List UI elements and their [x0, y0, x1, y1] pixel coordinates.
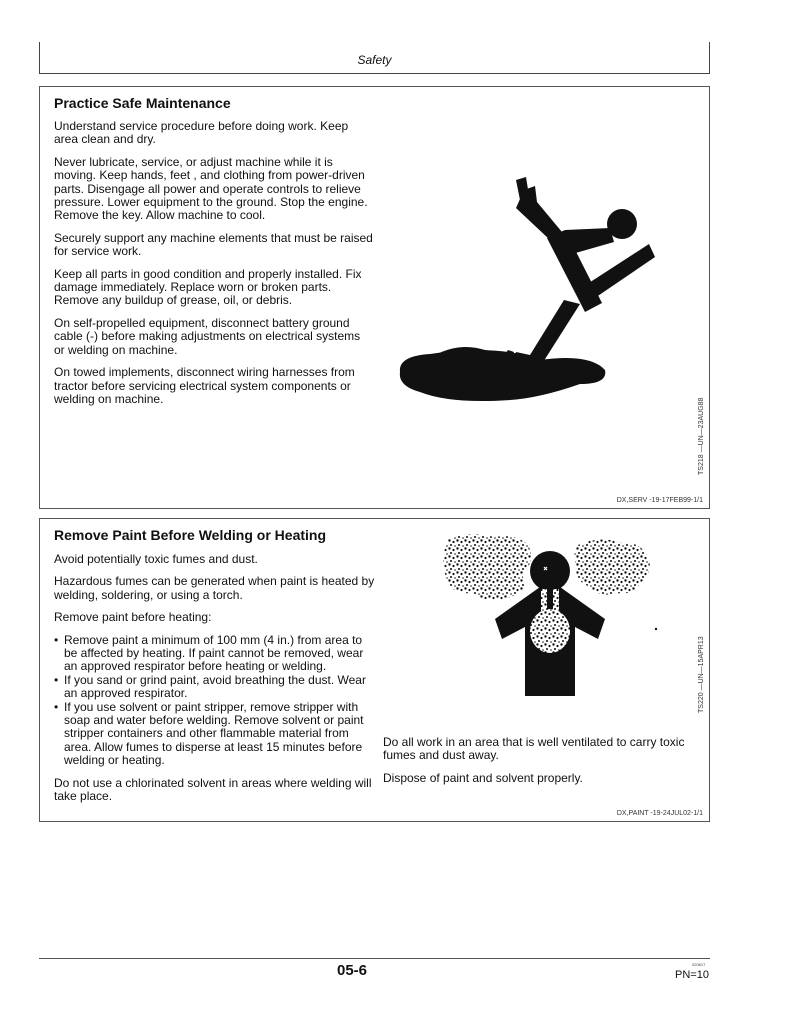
- section-safe-maintenance: [39, 86, 710, 509]
- section-code: DX,SERV -19-17FEB99-1/1: [616, 497, 703, 504]
- section-code: DX,PAINT -19-24JUL02-1/1: [616, 810, 703, 817]
- toxic-fumes-illustration: [440, 531, 660, 701]
- bullet-item: • Remove paint a minimum of 100 mm (4 in.) from area to be affected by heating. If paint cannot be removed, wear an approved respirator before heating or welding.: [54, 634, 376, 674]
- paragraph: Avoid potentially toxic fumes and dust.: [54, 552, 258, 566]
- page-header: [39, 42, 710, 74]
- bullet-list: [54, 634, 376, 768]
- bullet-item: • If you sand or grind paint, avoid breathing the dust. Wear an approved respirator.: [54, 674, 376, 701]
- section-body-right: [383, 736, 701, 794]
- paragraph: Securely support any machine elements that must be raised for service work.: [54, 230, 373, 259]
- section-title: Practice Safe Maintenance: [54, 95, 231, 111]
- page-number: 05-6: [337, 962, 368, 979]
- footer-small-code: 020817: [692, 962, 706, 967]
- paragraph: On self-propelled equipment, disconnect battery ground cable (-) before making adjustments on electrical systems or welding on machine.: [54, 315, 361, 357]
- bullet-item: • If you use solvent or paint stripper, remove stripper with soap and water before welding. Remove solvent or paint stripper containers and other flammable material from area. Allow fumes to disperse at least 15 minutes before welding or heating.: [54, 701, 376, 768]
- figure-reference: TS220 —UN—15APR13: [698, 636, 705, 713]
- slipping-person-illustration: [390, 172, 670, 427]
- paragraph: Never lubricate, service, or adjust machine while it is moving. Keep hands, feet , and clothing from power-driven parts. Disengage all power and operate controls to relieve pressure. Lower equipment to the ground. Stop the engine. Remove the key. Allow machine to cool.: [54, 154, 368, 223]
- section-body-left: [54, 553, 376, 813]
- paragraph: Dispose of paint and solvent properly.: [383, 770, 583, 785]
- paragraph: Keep all parts in good condition and properly installed. Fix damage immediately. Replace worn or broken parts. Remove any buildup of grease, oil, or debris.: [54, 266, 362, 308]
- pn-label: PN=10: [675, 969, 709, 981]
- paragraph: On towed implements, disconnect wiring harnesses from tractor before servicing electrical system components or welding on machine.: [54, 365, 355, 406]
- section-remove-paint: [39, 518, 710, 822]
- paragraph: Understand service procedure before doing work. Keep area clean and dry.: [54, 119, 349, 147]
- paragraph: Hazardous fumes can be generated when paint is heated by welding, soldering, or using a torch.: [54, 574, 375, 602]
- paragraph: Remove paint before heating:: [54, 610, 212, 625]
- header-title: Safety: [357, 53, 392, 67]
- section-title: Remove Paint Before Welding or Heating: [54, 527, 327, 543]
- footer-divider: [39, 958, 710, 959]
- paragraph: Do all work in an area that is well ventilated to carry toxic fumes and dust away.: [383, 735, 685, 763]
- figure-reference: TS218 —UN—23AUG88: [698, 397, 705, 475]
- paragraph: Do not use a chlorinated solvent in areas where welding will take place.: [54, 775, 372, 804]
- section-body: [54, 120, 374, 415]
